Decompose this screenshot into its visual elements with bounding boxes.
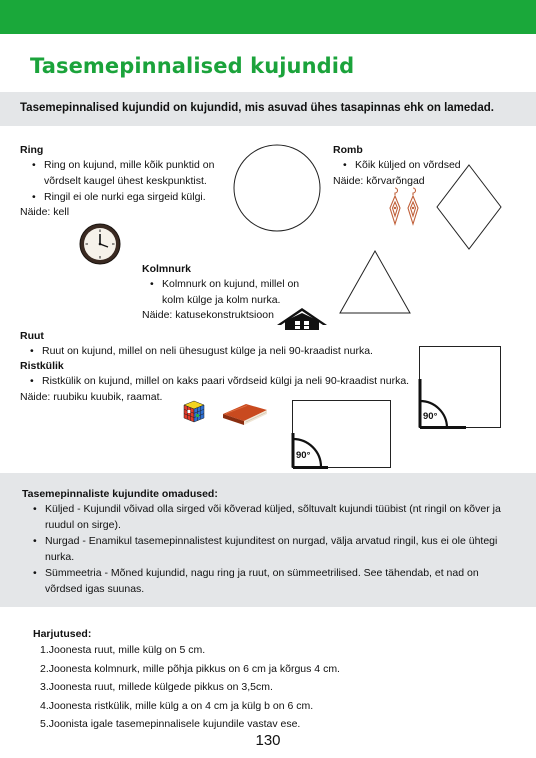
ring-bullets <box>32 157 222 205</box>
rectangle-bullet-1: • Ristkülik on kujund, millel on kaks paari võrdseid külgi ja neli 90-kraadist nurka. <box>30 373 430 389</box>
square-bullets <box>30 343 420 359</box>
wall-clock-icon <box>78 222 122 266</box>
page-number: 130 <box>255 732 281 749</box>
exercise-item: 5.Joonista igale tasemepinnalisele kujundile vastav ese. <box>40 718 301 730</box>
earrings-icon <box>386 186 422 228</box>
ring-bullet-2: • Ringil ei ole nurki ega sirgeid külgi. <box>32 189 222 205</box>
triangle-example: Näide: katusekonstruktsioon <box>142 309 274 321</box>
square-angle-label: 90° <box>423 411 438 422</box>
intro-text: Tasemepinnalised kujundid on kujundid, mis asuvad ühes tasapinnas ehk on lamedad. <box>20 102 494 114</box>
exercise-item: 2.Joonesta kolmnurk, mille põhja pikkus on 6 cm ja kõrgus 4 cm. <box>40 662 340 675</box>
rectangle-angle-label: 90° <box>296 450 311 461</box>
properties-item: • Küljed - Kujundil võivad olla sirged või kõverad küljed, sõltuvalt kujundi tüübist (nt ringil on kõver ja ruudul on sirge). <box>33 501 515 533</box>
triangle-bullet-1: • Kolmnurk on kujund, millel on kolm külge ja kolm nurka. <box>150 276 320 308</box>
rhombus-bullet-1: • Kõik küljed on võrdsed <box>343 157 483 173</box>
exercises-list <box>40 641 500 734</box>
properties-item: • Sümmeetria - Mõned kujundid, nagu ring ja ruut, on sümmeetrilised. See tähendab, et nad on võrdsed igas suunas. <box>33 565 515 597</box>
exercise-item: 4.Joonesta ristkülik, mille külg a on 4 cm ja külg b on 6 cm. <box>40 699 314 712</box>
exercise-item: 3.Joonesta ruut, millede külgede pikkus on 3,5cm. <box>40 681 273 693</box>
properties-heading: Tasemepinnaliste kujundite omadused: <box>22 488 218 500</box>
triangle-heading: Kolmnurk <box>142 263 192 275</box>
rubiks-cube-icon <box>180 398 208 424</box>
rectangle-heading: Ristkülik <box>20 360 64 372</box>
ring-bullet-1: • Ring on kujund, mille kõik punktid on võrdselt kaugel ühest keskpunktist. <box>32 157 222 189</box>
page-title: Tasemepinnalised kujundid <box>30 54 355 78</box>
circle-shape <box>232 143 322 233</box>
rhombus-shape <box>436 164 502 250</box>
exercise-item: 1.Joonesta ruut, mille külg on 5 cm. <box>40 644 206 656</box>
exercises-heading: Harjutused: <box>33 628 92 640</box>
rectangle-bullets <box>30 373 430 389</box>
square-heading: Ruut <box>20 330 44 342</box>
triangle-bullets <box>150 276 320 308</box>
properties-item: • Nurgad - Enamikul tasemepinnalistest kujunditest on nurgad, välja arvatud ringil, kus ei ole ühtegi nurka. <box>33 533 515 565</box>
rectangle-example: Näide: ruubiku kuubik, raamat. <box>20 391 163 403</box>
triangle-shape <box>338 249 412 315</box>
rhombus-heading: Romb <box>333 144 363 156</box>
house-roof-icon <box>276 307 328 331</box>
properties-list <box>33 501 515 597</box>
book-icon <box>220 396 270 426</box>
square-bullet-1: • Ruut on kujund, millel on neli ühesugust külge ja neli 90-kraadist nurka. <box>30 343 420 359</box>
ring-heading: Ring <box>20 144 44 156</box>
rhombus-example: Näide: kõrvarõngad <box>333 175 425 187</box>
ring-example: Näide: kell <box>20 206 70 218</box>
top-color-bar <box>0 0 536 34</box>
